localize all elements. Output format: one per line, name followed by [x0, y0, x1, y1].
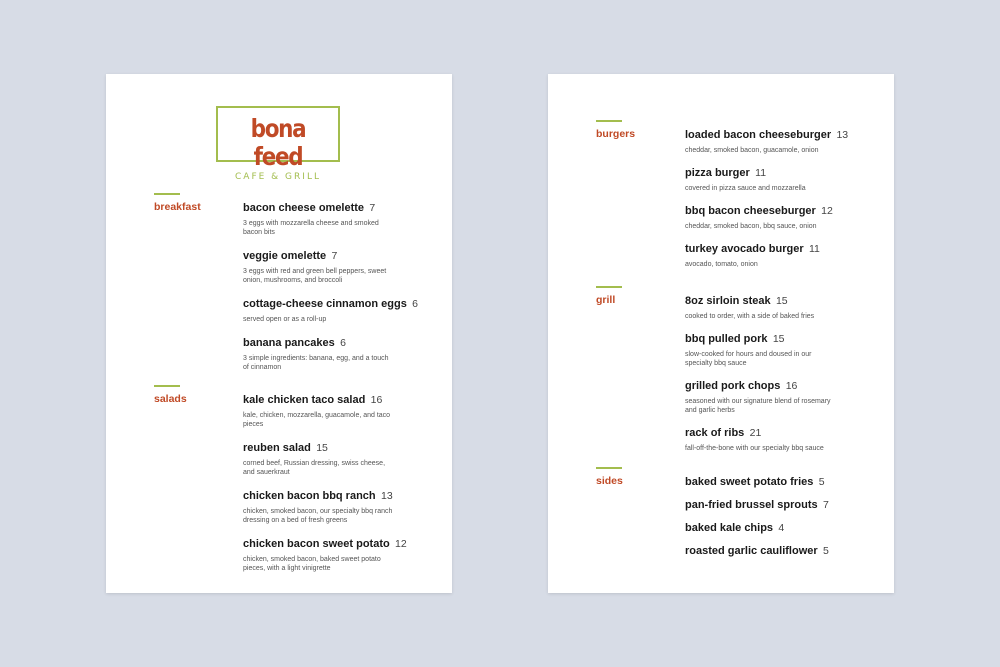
menu-item — [243, 297, 419, 324]
item-description: seasoned with our signature blend of rosemary and garlic herbs — [685, 398, 831, 414]
section-title: burgers — [596, 128, 636, 140]
item-list — [243, 201, 419, 372]
section-rule — [596, 120, 622, 122]
item-description: 3 simple ingredients: banana, egg, and a touch of cinnamon — [243, 355, 389, 371]
logo-name: bona feed — [250, 114, 306, 171]
item-price: 12 — [395, 538, 407, 550]
item-list — [685, 475, 845, 558]
item-name: pan-fried brussel sprouts — [685, 499, 818, 511]
item-price: 15 — [316, 442, 328, 454]
item-description: slow-cooked for hours and doused in our specialty bbq sauce — [685, 351, 812, 367]
item-price: 13 — [380, 490, 393, 502]
menu-item — [243, 489, 403, 525]
logo — [216, 106, 340, 182]
menu-item — [243, 201, 403, 237]
section-rule — [154, 193, 180, 195]
item-price: 15 — [772, 333, 785, 345]
menu-item — [685, 204, 845, 231]
item-price: 11 — [808, 243, 820, 255]
item-price: 13 — [836, 129, 849, 141]
item-name: kale chicken taco salad — [243, 394, 366, 406]
section-title: breakfast — [154, 201, 201, 213]
item-name: roasted garlic cauliflower — [685, 545, 818, 557]
item-name: grilled pork chops — [685, 380, 781, 392]
item-description: 3 eggs with mozzarella cheese and smoked bacon bits — [243, 220, 379, 236]
item-price: 5 — [823, 545, 829, 557]
item-name: turkey avocado burger — [685, 243, 804, 255]
item-price: 5 — [818, 476, 825, 488]
item-name: loaded bacon cheeseburger — [685, 129, 832, 141]
item-price: 16 — [785, 380, 798, 392]
item-list — [243, 393, 407, 573]
item-name: chicken bacon bbq ranch — [243, 490, 376, 502]
item-description: fall-off-the-bone with our specialty bbq sauce — [685, 445, 824, 452]
section-rule — [154, 385, 180, 387]
menu-item — [685, 544, 845, 558]
item-name: veggie omelette — [243, 250, 327, 262]
item-price: 15 — [775, 295, 788, 307]
item-name: rack of ribs — [685, 427, 745, 439]
menu-item — [685, 128, 849, 155]
item-description: cheddar, smoked bacon, guacamole, onion — [685, 147, 819, 154]
item-name: bacon cheese omelette — [243, 202, 365, 214]
item-description: kale, chicken, mozzarella, guacamole, and taco pieces — [243, 412, 391, 428]
item-price: 12 — [821, 205, 833, 217]
item-description: cheddar, smoked bacon, bbq sauce, onion — [685, 223, 817, 230]
item-price: 6 — [340, 337, 346, 349]
menu-item — [685, 242, 845, 269]
item-name: bbq pulled pork — [685, 333, 768, 345]
menu-item — [243, 336, 403, 372]
section-rule — [596, 467, 622, 469]
item-name: baked kale chips — [685, 522, 774, 534]
item-name: baked sweet potato fries — [685, 476, 814, 488]
item-price: 16 — [370, 394, 383, 406]
menu-item — [685, 332, 845, 368]
section-rule — [596, 286, 622, 288]
section-title: salads — [154, 393, 187, 405]
item-price: 21 — [749, 427, 762, 439]
item-name: bbq bacon cheeseburger — [685, 205, 816, 217]
item-price: 7 — [822, 499, 829, 511]
menu-page-right — [548, 74, 894, 593]
menu-item — [685, 521, 845, 535]
item-name: chicken bacon sweet potato — [243, 538, 390, 550]
menu-item — [685, 379, 845, 415]
menu-item — [243, 441, 403, 477]
item-description: 3 eggs with red and green bell peppers, sweet onion, mushrooms, and broccoli — [243, 268, 387, 284]
section-title: sides — [596, 475, 623, 487]
menu-item — [685, 294, 845, 321]
item-description: chicken, smoked bacon, baked sweet potato pieces, with a light vinigrette — [243, 556, 381, 572]
item-name: cottage-cheese cinnamon eggs — [243, 298, 407, 310]
item-description: chicken, smoked bacon, our specialty bbq ranch dressing on a bed of fresh greens — [243, 508, 393, 524]
item-list — [685, 294, 845, 453]
item-price: 11 — [755, 167, 767, 179]
menu-item — [685, 426, 845, 453]
item-price: 6 — [412, 298, 419, 310]
item-description: covered in pizza sauce and mozzarella — [685, 185, 806, 192]
item-name: 8oz sirloin steak — [685, 295, 771, 307]
item-list — [685, 128, 849, 269]
section-title: grill — [596, 294, 616, 306]
item-description: avocado, tomato, onion — [685, 261, 758, 268]
item-description: served open or as a roll-up — [243, 316, 327, 323]
item-description: cooked to order, with a side of baked fries — [685, 313, 815, 320]
item-price: 7 — [331, 250, 338, 262]
logo-subtitle: CAFE & GRILL — [235, 172, 321, 182]
item-price: 7 — [369, 202, 376, 214]
menu-item — [243, 537, 407, 573]
menu-item — [685, 166, 845, 193]
menu-item — [685, 475, 845, 489]
item-name: pizza burger — [685, 167, 750, 179]
item-name: banana pancakes — [243, 337, 335, 349]
menu-item — [243, 249, 403, 285]
item-description: corned beef, Russian dressing, swiss cheese, and sauerkraut — [243, 460, 386, 476]
menu-item — [243, 393, 403, 429]
menu-item — [685, 498, 845, 512]
item-name: reuben salad — [243, 442, 311, 454]
item-price: 4 — [778, 522, 785, 534]
menu-page-left — [106, 74, 452, 593]
